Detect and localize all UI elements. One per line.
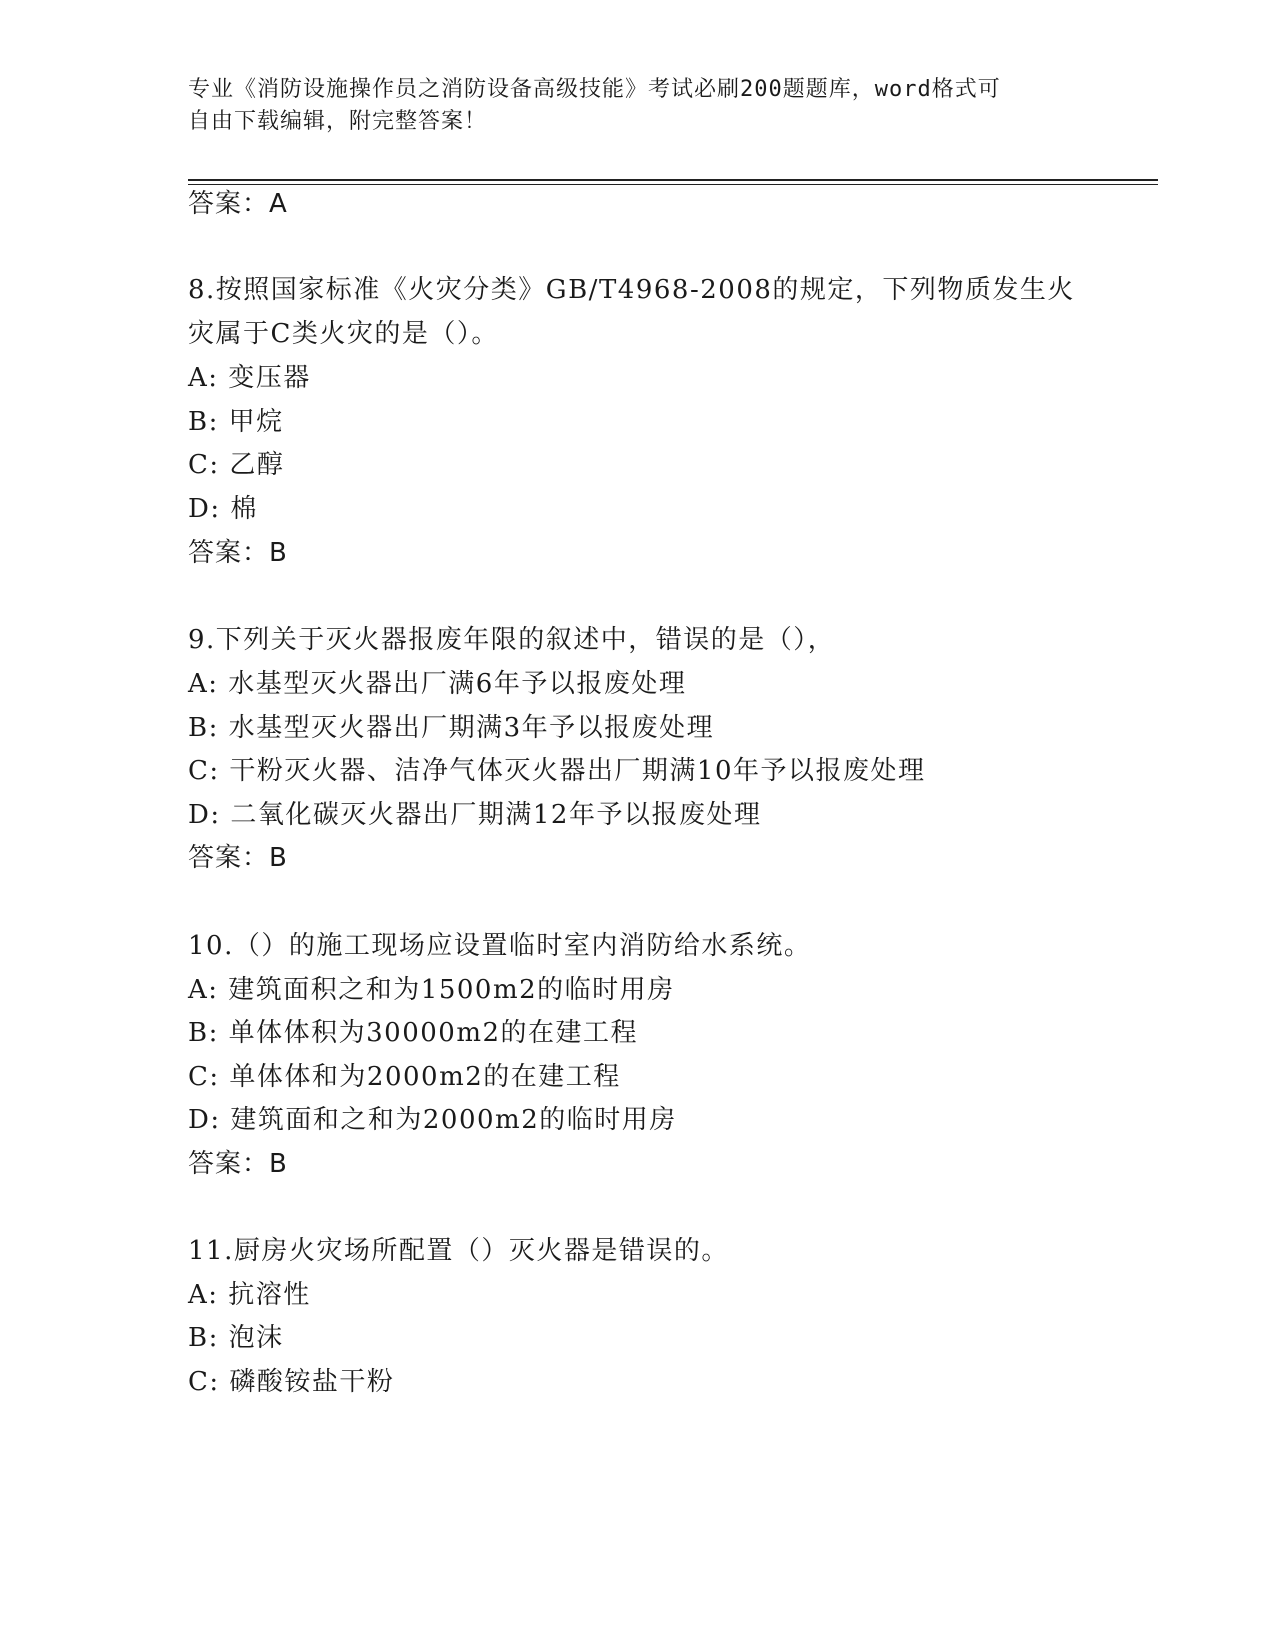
question-11-stem: 11.厨房火灾场所配置（）灭火器是错误的。 [188,1236,729,1266]
question-9-option-c: C: 干粉灭火器、洁净气体灭火器出厂期满10年予以报废处理 [188,756,926,786]
question-8-option-a: A: 变压器 [188,363,311,393]
question-9-option-d: D: 二氧化碳灭火器出厂期满12年予以报废处理 [188,800,762,830]
question-8-answer: 答案：B [188,538,288,568]
question-9-option-b: B: 水基型灭火器出厂期满3年予以报废处理 [188,713,715,743]
question-10-option-b: B: 单体体积为30000m2的在建工程 [188,1018,639,1048]
header-line-2: 自由下载编辑，附完整答案！ [188,109,488,134]
header-divider-thin [188,184,1158,185]
header-line-1: 专业《消防设施操作员之消防设备高级技能》考试必刷200题题库，word格式可 [188,77,1001,102]
question-8-option-b: B: 甲烷 [188,407,284,437]
question-8-stem: 8.按照国家标准《火灾分类》GB/T4968-2008的规定，下列物质发生火 [188,275,1075,305]
question-9-stem: 9.下列关于灭火器报废年限的叙述中，错误的是（）， [188,625,836,655]
question-8-option-d: D: 棉 [188,494,258,524]
question-9-answer: 答案：B [188,843,288,873]
answer-line: 答案：A [188,189,288,219]
question-11-option-c: C: 磷酸铵盐干粉 [188,1367,395,1397]
question-11-option-a: A: 抗溶性 [188,1280,311,1310]
question-10-stem: 10.（）的施工现场应设置临时室内消防给水系统。 [188,931,812,961]
question-10-option-d: D: 建筑面和之和为2000m2的临时用房 [188,1105,677,1135]
question-10-answer: 答案：B [188,1149,288,1179]
question-10-option-c: C: 单体体和为2000m2的在建工程 [188,1062,621,1092]
question-11-option-b: B: 泡沫 [188,1323,284,1353]
question-10-option-a: A: 建筑面积之和为1500m2的临时用房 [188,975,675,1005]
question-9-option-a: A: 水基型灭火器出厂满6年予以报废处理 [188,669,687,699]
question-8-stem-cont: 灾属于C类火灾的是（）。 [188,319,499,349]
document-header [188,74,1068,138]
header-divider [188,179,1158,181]
question-8-option-c: C: 乙醇 [188,450,285,480]
